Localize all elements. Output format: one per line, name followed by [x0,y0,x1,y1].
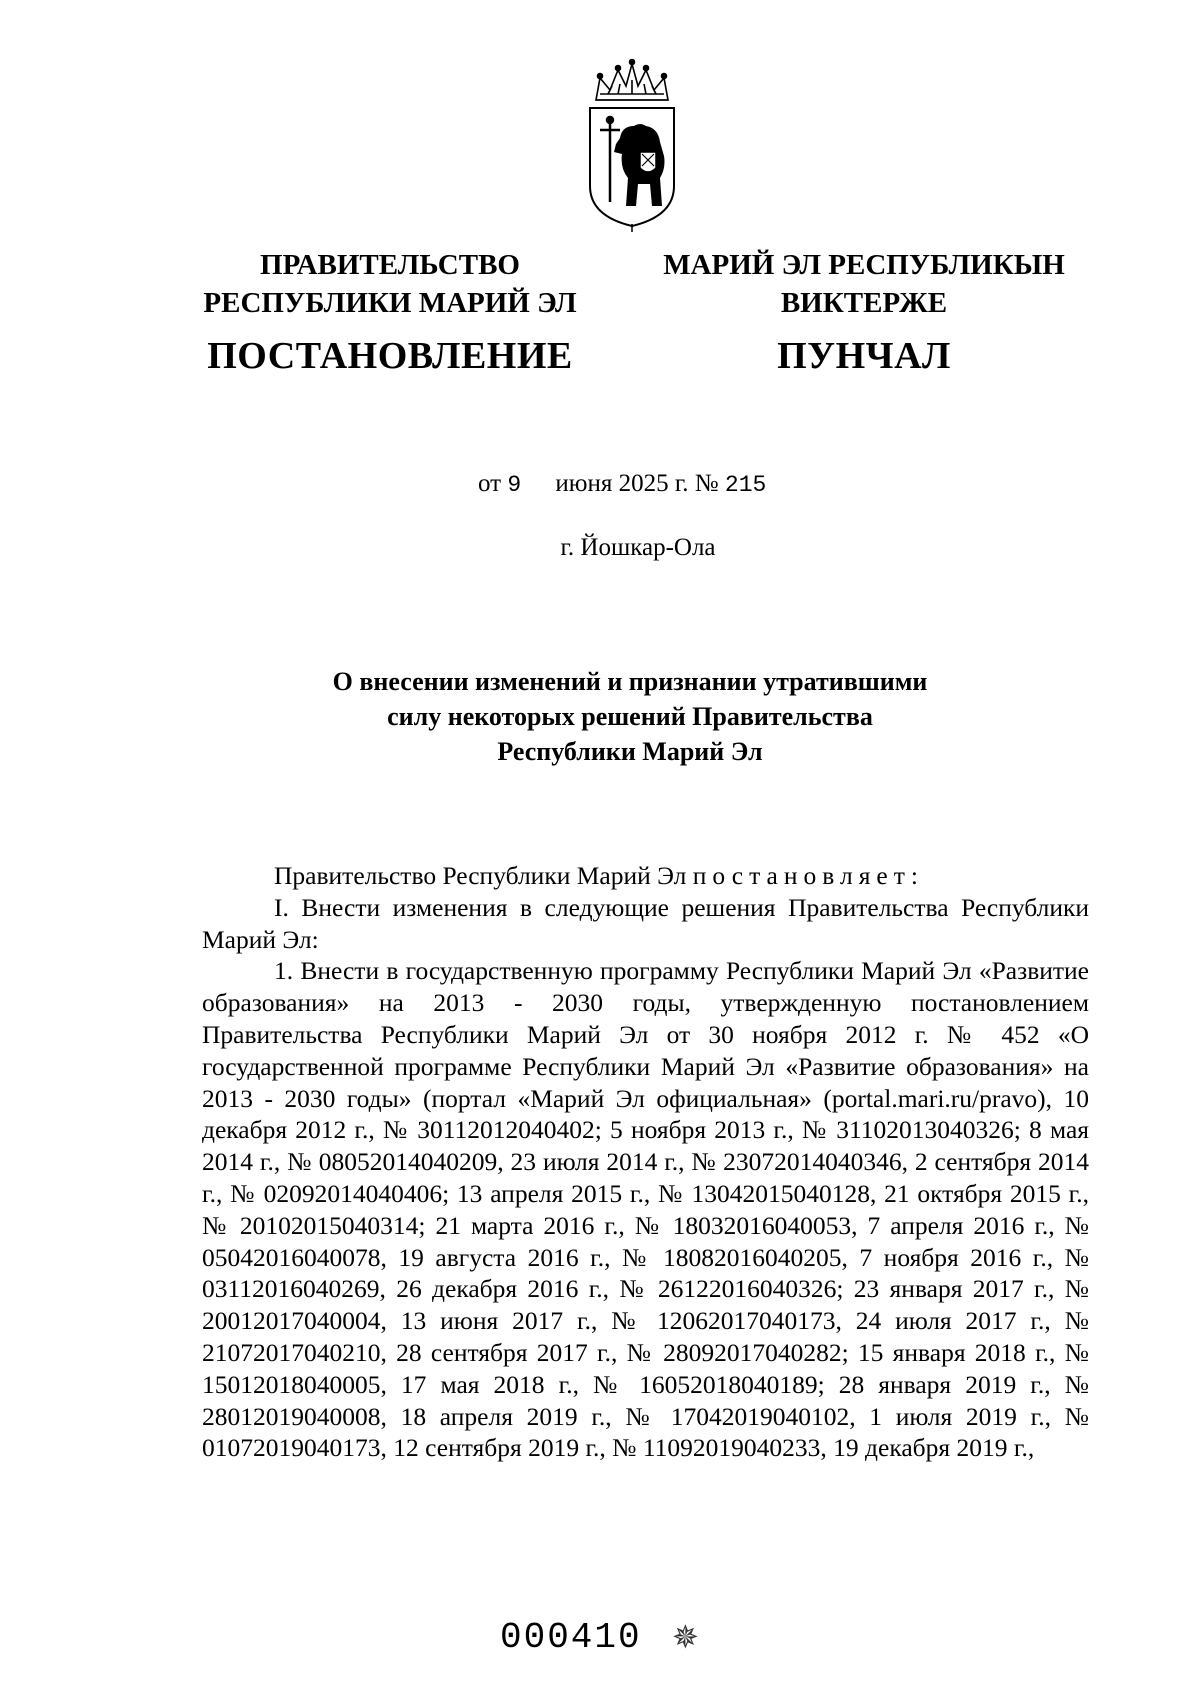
document-title [180,664,1080,769]
document-number: 215 [724,472,767,498]
issuer-line-1-mari: МАРИЙ ЭЛ РЕСПУБЛИКЫН [663,249,1065,281]
date-month-year: июня 2025 г. № [555,470,719,497]
item-1-paragraph: 1. Внести в государственную программу Республики Марий Эл «Развитие образования» на 2013 - 2030 годы, утвержденную постановлением Правительства Республики Марий Эл от 30 ноября 2012 г. № 452 «О государственной программе Республики Марий Эл «Развитие образования» на 2013 - 2030 годы» (портал «Марий Эл официальная» (portal.mari.ru/pravo), 10 декабря 2012 г., № 30112012040402; 5 ноября 2013 г., № 31102013040326; 8 мая 2014 г., № 08052014040209, 23 июля 2014 г., № 23072014040346, 2 сентября 2014 г., № 02092014040406; 13 апреля 2015 г., № 13042015040128, 21 октября 2015 г., № 20102015040314; 21 марта 2016 г., № 18032016040053, 7 апреля 2016 г., № 05042016040078, 19 августа 2016 г., № 18082016040205, 7 ноября 2016 г., № 03112016040269, 26 декабря 2016 г., № 26122016040326; 23 января 2017 г., № 20012017040004, 13 июня 2017 г., № 12062017040173, 24 июля 2017 г., № 21072017040210, 28 сентября 2017 г., № 28092017040282; 15 января 2018 г., № 15012018040005, 17 мая 2018 г., № 16052018040189; 28 января 2019 г., № 28012019040008, 18 апреля 2019 г., № 17042019040102, 1 июля 2019 г., № 01072019040173, 12 сентября 2019 г., № 11092019040233, 19 декабря 2019 г., [202,956,1089,1463]
document-type-russian: ПОСТАНОВЛЕНИЕ [207,335,573,377]
form-serial-number: 000410 [500,1617,642,1658]
document-body [202,860,1089,1464]
document-type-mari: ПУНЧАЛ [777,335,951,377]
issuer-line-2-mari: ВИКТЕРЖЕ [780,287,948,319]
asterisk-icon: ✵ [672,1619,699,1655]
title-line-1: О внесении изменений и признании утратившими [332,667,928,696]
section-1-paragraph: I. Внести изменения в следующие решения Правительства Республики Марий Эл: [202,892,1089,954]
issuer-name-russian [180,246,600,322]
intro-decree-word: постановляет: [692,861,924,890]
intro-paragraph [202,860,1089,892]
intro-text: Правительство Республики Марий Эл [274,861,687,890]
coat-of-arms-icon [586,56,678,232]
date-prefix: от [478,470,502,497]
date-day: 9 [507,472,522,498]
title-line-2: силу некоторых решений Правительства [387,702,873,731]
document-date-line [478,470,766,498]
document-city: г. Йошкар-Ола [560,534,716,561]
title-line-3: Республики Марий Эл [497,737,763,766]
issuer-line-1: ПРАВИТЕЛЬСТВО [260,249,520,281]
issuer-name-mari [634,246,1094,322]
issuer-line-2: РЕСПУБЛИКИ МАРИЙ ЭЛ [203,287,577,319]
